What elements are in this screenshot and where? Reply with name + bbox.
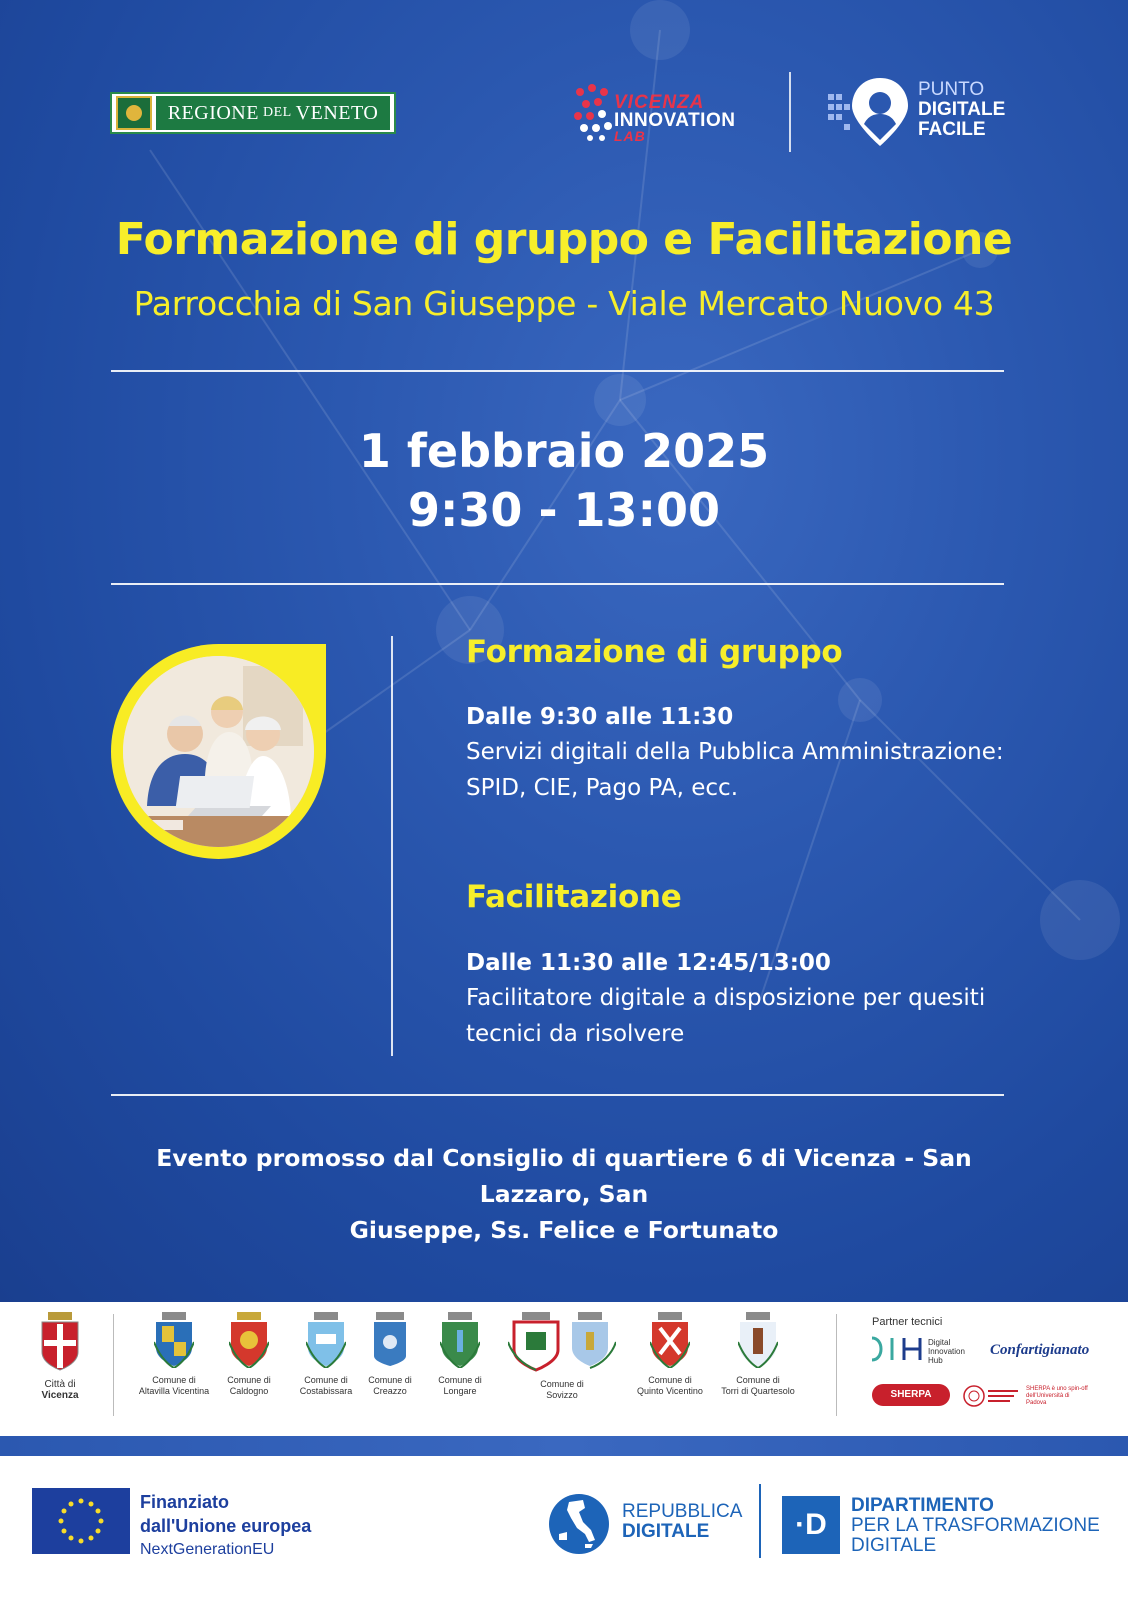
longare-shield-icon [440,1312,480,1368]
punto-digitale-facile-wordmark: PUNTO DIGITALE FACILE [918,79,1006,140]
municipality-crest-torri-di-quartesolo: Comune di Torri di Quartesolo [720,1312,796,1397]
municipality-crest-longare: Comune di Longare [434,1312,486,1397]
session-2-time: Dalle 11:30 alle 12:45/13:00 [466,950,831,976]
repubblica-digitale-wordmark: REPUBBLICA DIGITALE [622,1501,743,1542]
italy-map-icon [549,1494,609,1554]
vicenza-crest: Città di Vicenza [34,1312,86,1401]
municipality-crest-caldogno: Comune di Caldogno [222,1312,276,1397]
dih-logo: Digital Innovation Hub [870,1334,980,1374]
column-divider [391,636,393,1056]
municipality-crest-sovizzo: Comune di Sovizzo [508,1312,616,1401]
quinto-vicentino-shield-icon [650,1312,690,1368]
event-title: Formazione di gruppo e Facilitazione [115,214,1013,265]
altavilla-shield-icon [154,1312,194,1368]
torri-di-quartesolo-shield-icon [738,1312,778,1368]
sovizzo-shield-icon [508,1312,616,1372]
session-1-title: Formazione di gruppo [466,634,843,670]
event-location: Parrocchia di San Giuseppe - Viale Mercato Nuovo 43 [133,284,995,323]
municipalities-strip [0,1302,1128,1434]
vicenza-innovation-lab-logo: VICENZA INNOVATION LAB [572,76,752,146]
event-time: 9:30 - 13:00 [408,483,720,537]
costabissara-shield-icon [306,1312,346,1368]
vicenza-shield-icon [38,1312,82,1372]
strip-divider [113,1314,114,1416]
municipality-crest-costabissara: Comune di Costabissara [292,1312,360,1397]
session-2-description: Facilitatore digitale a disposizione per quesiti tecnici da risolvere [466,985,986,1047]
session-2-title: Facilitazione [466,879,682,915]
dtd-logo-icon: ·D [782,1496,840,1554]
logo-divider [789,72,791,152]
dipartimento-wordmark: DIPARTIMENTO PER LA TRASFORMAZIONE DIGITALE [851,1495,1100,1556]
universita-padova-seal-icon [962,1384,1020,1408]
footer-divider [759,1484,761,1558]
photo-circle [123,656,314,847]
confartigianato-logo: Confartigianato [990,1342,1090,1358]
eu-funding-text: Finanziato dall'Unione europea NextGenerationEU [140,1492,312,1558]
municipality-crest-altavilla: Comune di Altavilla Vicentina [136,1312,212,1397]
session-1-description: Servizi digitali della Pubblica Amministrazione: SPID, CIE, Pago PA, ecc. [466,739,1004,801]
regione-veneto-logo [110,92,396,134]
funding-footer [0,1456,1128,1600]
regione-veneto-wordmark: REGIONE DEL VENETO [156,96,390,130]
event-date: 1 febbraio 2025 [358,424,770,478]
municipality-crest-creazzo: Comune di Creazzo [366,1312,414,1397]
lion-crest-icon [116,96,152,130]
divider-bottom [111,1094,1004,1096]
partners-title: Partner tecnici [872,1316,943,1328]
blue-band [0,1436,1128,1456]
caldogno-shield-icon [229,1312,269,1368]
strip-divider [836,1314,837,1416]
seniors-laptop-illustration [123,656,314,847]
seniors-photo [111,644,326,859]
session-1-time: Dalle 9:30 alle 11:30 [466,704,734,730]
municipality-crest-quinto-vicentino: Comune di Quinto Vicentino [634,1312,706,1397]
sherpa-note: SHERPA è uno spin-off dell'Università di Padova [1026,1386,1088,1406]
location-pin-icon [828,76,910,148]
divider-top [111,370,1004,372]
event-promoter-text: Evento promosso dal Consiglio di quartiere 6 di Vicenza - San Lazzaro, San Giuseppe, Ss. Felice e Fortunato [156,1144,972,1244]
creazzo-shield-icon [370,1312,410,1368]
eu-flag-icon [32,1488,130,1554]
dih-icon [870,1334,926,1364]
divider-middle [111,583,1004,585]
sherpa-logo: SHERPA [872,1384,950,1406]
